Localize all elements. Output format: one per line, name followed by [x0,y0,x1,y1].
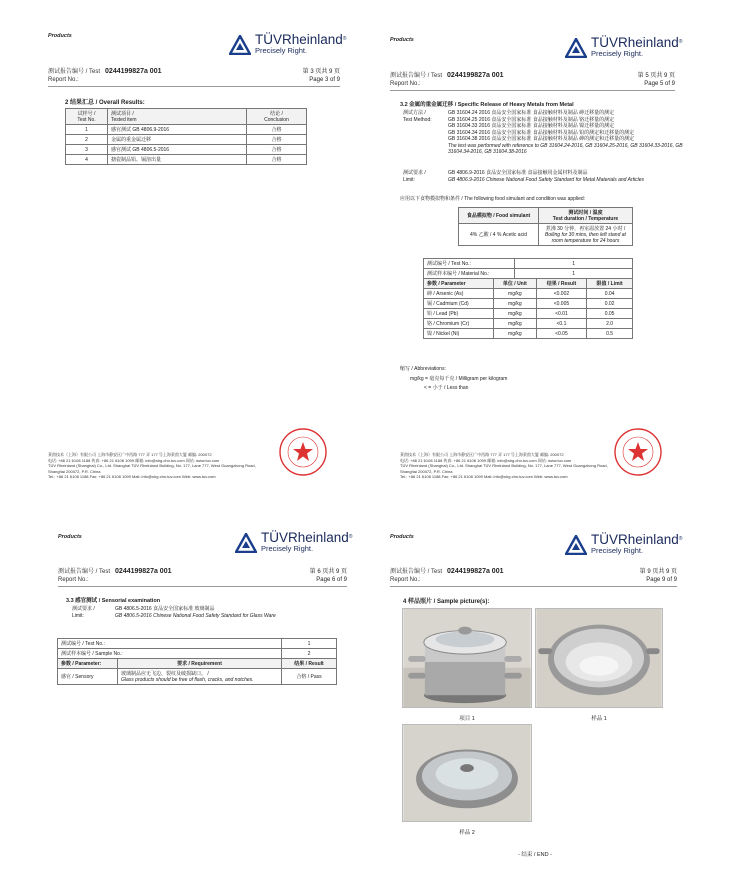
tagline: Precisely Right. [255,46,308,55]
products-label: Products [390,534,414,540]
brand-name: TÜVRheinland [591,35,679,50]
condition-intro: 应用以下食物模拟物和条件 / The following food simulant and condition was applied: [400,196,586,202]
photo-caption-1: 项目 1 [459,716,475,722]
tuv-logo: TÜVRheinland® Precisely Right. [229,33,346,56]
header-divider [390,90,675,91]
table-row: 4 搪瓷制品铅、镉溶出量 合格 [66,155,307,165]
report-page-3 [0,0,375,479]
sensorial-results-table: 测试编号 / Test No.: 1 测试样本编号 / Sample No.: 2 参数 / Parameter: 要求 / Requirement 结果 / Result 感官 / Sensory 玻璃制品应无飞边、裂纹及破损缺口。 / Glass products should be free of flash, cracks, and notches. 合格 / Pass [57,638,337,685]
report-page-5 [375,0,750,479]
page-number: 第 5 页共 9 页 Page 5 of 9 [637,73,675,87]
header-divider [48,86,340,87]
table-row: 1 感官测试 GB 4806.9-2016 合格 [66,125,307,135]
tuv-logo: TÜVRheinland® Precisely Right. [235,531,352,554]
tuv-triangle-icon [235,533,257,553]
report-number: 测试报告编号 / Test 0244199827a 001 Report No.: [390,568,504,583]
tuv-triangle-icon [565,535,587,555]
products-label: Products [58,534,82,540]
products-label: Products [48,33,72,39]
header-divider [58,586,347,587]
page-footer: 莱茵技术（上海）有限公司 上海市静安区广中西路 777 弄 177 号上海莱茵大厦 邮编: 200072 电话: +86 21 6108 1188 传真: +86 21 6108 1099 邮箱: info@shg.chn.tuv.com 网站: www.tuv.com TÜV Rheinland (Shanghai) Co., Ltd. Shanghai TÜV Rheinland Building, No. 177, Lane 777, West Guangzhong Road, Shanghai 200072, P.R. China Tel.: +86 21 6108 1188 Fax: +86 21 6108 1099 Mail: info@shg.chn.tuv.com Web: www.tuv.com [400,452,608,479]
report-page-9 [375,438,750,876]
method-label: 测试方法 / Test Method: [403,110,432,123]
header-divider [390,586,677,587]
section-title: 3.3 感官测试 / Sensorial examination [66,598,161,604]
report-number: 测试报告编号 / Test 0244199827a 001 Report No.: [58,568,172,583]
tuv-triangle-icon [565,38,587,58]
tagline: Precisely Right. [261,544,314,553]
page-footer: 莱茵技术（上海）有限公司 上海市静安区广中西路 777 弄 177 号上海莱茵大厦 邮编: 200072 电话: +86 21 6108 1188 传真: +86 21 6108 1099 邮箱: info@shg.chn.tuv.com 网站: www.tuv.com TÜV Rheinland (Shanghai) Co., Ltd. Shanghai TÜV Rheinland Building, No. 177, Lane 777, West Guangzhong Road, Shanghai 200072, P.R. China Tel.: +86 21 6108 1188 Fax: +86 21 6108 1099 Mail: info@shg.chn.tuv.com Web: www.tuv.com [48,452,256,479]
tuv-logo: TÜVRheinland® Precisely Right. [565,533,682,556]
limit-label: 测试要求 / Limit: [72,606,95,619]
tuv-triangle-icon [229,35,251,55]
products-label: Products [390,37,414,43]
table-row: 2 金属的重金属迁移 合格 [66,135,307,145]
section-title: 2 结果汇总 / Overall Results: [65,100,145,106]
heavy-metals-results-table: 测试编号 / Test No.: 1 测试样本编号 / Material No.: 1 参数 / Parameter 单位 / Unit 结果 / Result 限值 / Limit 砷 / Arsenic (As) mg/kg <0.002 0.04 镉 / Cadmium (Cd) mg/kg <0.005 0.02 铅 / Lead (Pb) mg/kg <0.01 0.05 铬 / Chromium (Cr) mg/kg <0.1 2.0 镍 / Nickel (Ni) mg/kg <0.05 0.5 [423,258,633,339]
tagline: Precisely Right. [591,546,644,555]
brand-name: TÜVRheinland [255,32,343,47]
table-row: 砷 / Arsenic (As) mg/kg <0.002 0.04 [424,289,633,299]
table-row: 3 感官测试 GB 4806.5-2016 合格 [66,145,307,155]
page-number: 第 3 页共 9 页 Page 3 of 9 [302,69,340,83]
report-number: 测试报告编号 / Test 0244199827a 001 Report No.: [48,68,162,83]
simulant-table: 食品模拟物 / Food simulant 测试时间 / 温度 Test duration / Temperature 4% 乙酸 / 4 % Acetic acid 煮沸 30 分钟，再室温放置 24 小时 / Boiling for 30 mins, then left stand at room temperature for 24 hours [458,207,633,246]
end-marker: - 结束 / END - [518,852,552,858]
photo-caption-2: 样品 1 [591,716,607,722]
tuv-logo: TÜVRheinland® Precisely Right. [565,36,682,59]
sample-photo-3 [402,724,532,822]
table-row: 铅 / Lead (Pb) mg/kg <0.01 0.05 [424,309,633,319]
report-page-6 [0,438,375,876]
section-title: 3.2 金属的重金属迁移 / Specific Release of Heavy Metals from Metal [400,102,574,108]
limit-standard: GB 4806.5-2016 食品安全国家标准 玻璃制品 GB 4806.5-2016 Chinese National Food Safety Standard for Glass Ware [115,606,276,619]
brand-name: TÜVRheinland [261,530,349,545]
page-number: 第 9 页共 9 页 Page 9 of 9 [639,569,677,583]
sample-photo-1 [402,608,532,708]
table-row: 感官 / Sensory 玻璃制品应无飞边、裂纹及破损缺口。 / Glass products should be free of flash, cracks, and notches. 合格 / Pass [58,669,337,685]
page-number: 第 6 页共 9 页 Page 6 of 9 [309,569,347,583]
photo-caption-3: 样品 2 [459,830,475,836]
section-title: 4 样品照片 / Sample picture(s): [403,599,490,605]
overall-results-table: 试样号 / Test No. 测试项目 / Tested item 结论 / Conclusion 1 感官测试 GB 4806.9-2016 合格 2 金属的重金属迁移 合格 3 感官测试 GB 4806.5-2016 合格 4 搪瓷制品铅、镉溶出量 合格 [65,108,307,165]
limit-label: 测试要求 / Limit: [403,170,426,183]
test-methods: GB 31604.24 2016 食品安全国家标准 食品接触材料及制品 砷迁移量的测定 GB 31604.25 2016 食品安全国家标准 食品接触材料及制品 铬迁移量的测定 GB 31604.33 2016 食品安全国家标准 食品接触材料及制品 镍迁移量的测定 GB 31604.34 2016 食品安全国家标准 食品接触材料及制品 铅的测定和迁移量的测定 GB 31604.38 2016 食品安全国家标准 食品接触材料及制品 砷的测定和迁移量的测定 The test was performed with reference to GB 31604.24-2016, GB 31604.25-2016, GB 31604.33-2016, GB 31604.34-2016, GB 31604.38-2016 [448,110,683,155]
table-row: 镍 / Nickel (Ni) mg/kg <0.05 0.5 [424,329,633,339]
table-row: 镉 / Cadmium (Cd) mg/kg <0.005 0.02 [424,299,633,309]
limit-standard: GB 4806.9-2016 食品安全国家标准 食品接触用金属材料及制品 GB 4806.9-2016 Chinese National Food Safety Standard for Metal Materials and Articles [448,170,645,183]
table-row: 铬 / Chromium (Cr) mg/kg <0.1 2.0 [424,319,633,329]
brand-name: TÜVRheinland [591,532,679,547]
report-number: 测试报告编号 / Test 0244199827a 001 Report No.: [390,72,504,87]
tagline: Precisely Right. [591,49,644,58]
abbreviations: 缩写 / Abbreviations: mg/kg = 毫克每千克 / Milligram per kilogram < = 小于 / Less than [400,366,508,391]
sample-photo-2 [535,608,663,708]
